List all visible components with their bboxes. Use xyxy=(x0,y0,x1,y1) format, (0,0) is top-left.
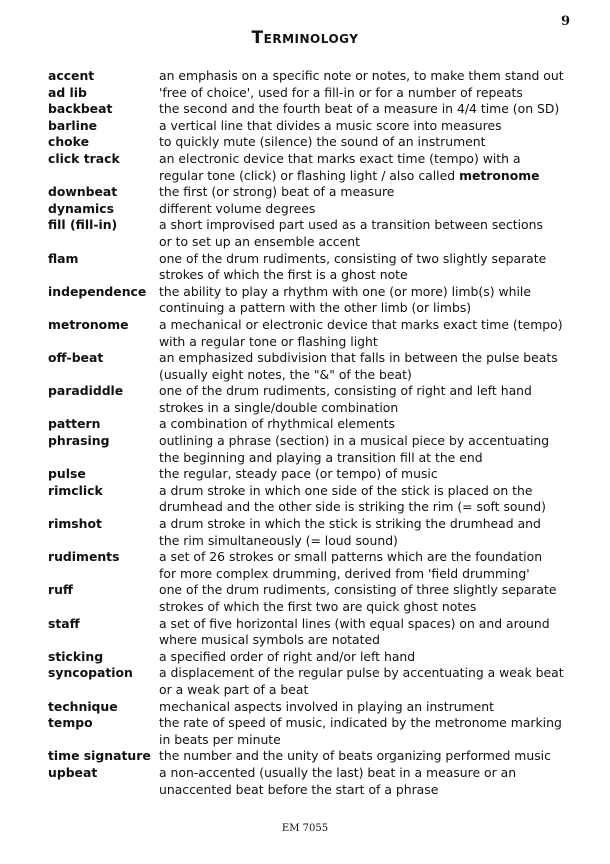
glossary-entry xyxy=(48,134,588,151)
definition-line xyxy=(159,765,588,782)
glossary-definition xyxy=(159,68,588,85)
definition-text: a specified order of right and/or left hand xyxy=(159,648,416,664)
definition-line xyxy=(159,334,588,351)
glossary-term: pattern xyxy=(48,416,101,432)
definition-text: a drum stroke in which one side of the stick is placed on the xyxy=(159,482,533,498)
glossary-term: rimclick xyxy=(48,482,103,498)
definition-line xyxy=(159,284,588,301)
glossary-entry xyxy=(48,765,588,798)
glossary-definition xyxy=(159,483,588,516)
glossary-definition xyxy=(159,748,588,765)
definition-line xyxy=(159,267,588,284)
glossary-definition xyxy=(159,582,588,615)
glossary-entry xyxy=(48,715,588,748)
glossary-term: metronome xyxy=(48,316,129,332)
definition-line xyxy=(159,782,588,799)
definition-text: drumhead and the other side is striking the rim (= soft sound) xyxy=(159,499,546,515)
glossary-definition xyxy=(159,134,588,151)
definition-line xyxy=(159,665,588,682)
glossary-entry xyxy=(48,201,588,218)
definition-line xyxy=(159,201,588,218)
definition-text: a set of 26 strokes or small patterns which are the foundation xyxy=(159,549,543,565)
glossary-definition xyxy=(159,765,588,798)
definition-text: (usually eight notes, the "&" of the beat) xyxy=(159,366,412,382)
definition-text: the rim simultaneously (= loud sound) xyxy=(159,532,398,548)
glossary-entry xyxy=(48,217,588,250)
definition-line xyxy=(159,632,588,649)
glossary-definition xyxy=(159,251,588,284)
glossary-definition xyxy=(159,350,588,383)
definition-line xyxy=(159,499,588,516)
glossary-entry xyxy=(48,85,588,102)
definition-line xyxy=(159,317,588,334)
glossary-entry xyxy=(48,649,588,666)
definition-line xyxy=(159,234,588,251)
glossary-definition xyxy=(159,549,588,582)
definition-text: an emphasis on a specific note or notes, to make them stand out xyxy=(159,68,564,83)
glossary-term: downbeat xyxy=(48,184,118,200)
definition-text: a combination of rhythmical elements xyxy=(159,416,395,432)
glossary-entry xyxy=(48,416,588,433)
definition-text: outlining a phrase (section) in a musical piece by accentuating xyxy=(159,433,550,449)
glossary-term: tempo xyxy=(48,715,93,731)
glossary-term: time signature xyxy=(48,748,151,764)
glossary-definition xyxy=(159,184,588,201)
glossary-definition xyxy=(159,665,588,698)
definition-text: the ability to play a rhythm with one (or more) limb(s) while xyxy=(159,283,531,299)
glossary-entry xyxy=(48,483,588,516)
definition-line xyxy=(159,101,588,118)
definition-text: the first (or strong) beat of a measure xyxy=(159,184,395,200)
definition-line xyxy=(159,367,588,384)
glossary-entry xyxy=(48,184,588,201)
definition-text: for more complex drumming, derived from 'field drumming' xyxy=(159,565,530,581)
definition-text: a mechanical or electronic device that marks exact time (tempo) xyxy=(159,316,563,332)
definition-text: a short improvised part used as a transition between sections xyxy=(159,217,543,233)
glossary-entry xyxy=(48,350,588,383)
definition-text: or to set up an ensemble accent xyxy=(159,233,360,249)
glossary-definition xyxy=(159,416,588,433)
glossary xyxy=(48,68,588,798)
glossary-definition xyxy=(159,151,588,184)
definition-text: a vertical line that divides a music score into measures xyxy=(159,117,502,133)
glossary-term: syncopation xyxy=(48,665,133,681)
glossary-term: pulse xyxy=(48,466,86,482)
definition-text: strokes of which the first is a ghost note xyxy=(159,267,408,283)
definition-line xyxy=(159,699,588,716)
definition-text: the second and the fourth beat of a measure in 4/4 time (on SD) xyxy=(159,101,560,117)
definition-line xyxy=(159,649,588,666)
glossary-definition xyxy=(159,217,588,250)
glossary-entry xyxy=(48,748,588,765)
glossary-term: ad lib xyxy=(48,84,87,100)
definition-line xyxy=(159,450,588,467)
glossary-definition xyxy=(159,616,588,649)
definition-text: one of the drum rudiments, consisting of two slightly separate xyxy=(159,250,547,266)
glossary-term: fill (fill-in) xyxy=(48,217,118,233)
definition-text: an electronic device that marks exact time (tempo) with a xyxy=(159,150,521,166)
glossary-definition xyxy=(159,284,588,317)
definition-line xyxy=(159,68,588,85)
definition-line xyxy=(159,599,588,616)
footer-code: EM 7055 xyxy=(281,823,329,834)
glossary-definition xyxy=(159,715,588,748)
definition-text: one of the drum rudiments, consisting of three slightly separate xyxy=(159,582,557,598)
glossary-term: independence xyxy=(48,283,147,299)
definition-line xyxy=(159,566,588,583)
glossary-definition xyxy=(159,317,588,350)
definition-emphasis: metronome xyxy=(459,167,540,183)
definition-line xyxy=(159,217,588,234)
glossary-term: flam xyxy=(48,250,79,266)
glossary-entry xyxy=(48,699,588,716)
definition-text: the beginning and playing a transition fill at the end xyxy=(159,449,483,465)
definition-text: regular tone (click) or flashing light / also called xyxy=(159,167,456,183)
glossary-term: rimshot xyxy=(48,516,102,532)
glossary-term: rudiments xyxy=(48,549,120,565)
glossary-term: choke xyxy=(48,134,89,150)
definition-text: the number and the unity of beats organizing performed music xyxy=(159,748,551,764)
definition-text: continuing a pattern with the other limb (or limbs) xyxy=(159,300,472,316)
glossary-entry xyxy=(48,582,588,615)
definition-line xyxy=(159,516,588,533)
definition-text: strokes of which the first two are quick ghost notes xyxy=(159,599,477,614)
definition-line xyxy=(159,118,588,135)
glossary-definition xyxy=(159,516,588,549)
glossary-term: accent xyxy=(48,68,95,83)
glossary-definition xyxy=(159,699,588,716)
definition-line xyxy=(159,433,588,450)
glossary-term: click track xyxy=(48,150,120,166)
definition-line xyxy=(159,748,588,765)
glossary-term: paradiddle xyxy=(48,383,124,399)
definition-text: 'free of choice', used for a fill-in or for a number of repeats xyxy=(159,84,523,100)
glossary-entry xyxy=(48,516,588,549)
page-title: Terminology xyxy=(251,28,359,48)
definition-text: an emphasized subdivision that falls in between the pulse beats xyxy=(159,350,558,366)
glossary-entry xyxy=(48,68,588,85)
definition-text: or a weak part of a beat xyxy=(159,681,309,697)
glossary-term: backbeat xyxy=(48,101,113,117)
definition-line xyxy=(159,300,588,317)
definition-line xyxy=(159,533,588,550)
definition-line xyxy=(159,483,588,500)
glossary-entry xyxy=(48,433,588,466)
definition-text: where musical symbols are notated xyxy=(159,632,380,648)
definition-text: a non-accented (usually the last) beat in a measure or an xyxy=(159,764,517,780)
glossary-definition xyxy=(159,101,588,118)
definition-line xyxy=(159,466,588,483)
glossary-term: barline xyxy=(48,117,98,133)
definition-line xyxy=(159,251,588,268)
glossary-definition xyxy=(159,118,588,135)
glossary-entry xyxy=(48,284,588,317)
definition-line xyxy=(159,616,588,633)
page-number: 9 xyxy=(561,14,571,29)
glossary-entry xyxy=(48,101,588,118)
definition-text: unaccented beat before the start of a phrase xyxy=(159,781,439,797)
definition-line xyxy=(159,682,588,699)
definition-text: strokes in a single/double combination xyxy=(159,399,399,415)
glossary-term: ruff xyxy=(48,582,73,598)
definition-text: to quickly mute (silence) the sound of an instrument xyxy=(159,134,486,150)
definition-line xyxy=(159,350,588,367)
glossary-entry xyxy=(48,549,588,582)
definition-text: different volume degrees xyxy=(159,200,316,216)
glossary-term: upbeat xyxy=(48,764,98,780)
glossary-term: staff xyxy=(48,615,80,631)
glossary-entry xyxy=(48,151,588,184)
glossary-entry xyxy=(48,118,588,135)
glossary-definition xyxy=(159,466,588,483)
glossary-entry xyxy=(48,317,588,350)
glossary-definition xyxy=(159,433,588,466)
glossary-definition xyxy=(159,383,588,416)
definition-line xyxy=(159,151,588,168)
glossary-entry xyxy=(48,383,588,416)
definition-text: one of the drum rudiments, consisting of right and left hand xyxy=(159,383,532,399)
glossary-term: phrasing xyxy=(48,433,110,449)
definition-text: the regular, steady pace (or tempo) of music xyxy=(159,466,438,482)
glossary-term: dynamics xyxy=(48,200,115,216)
definition-text: mechanical aspects involved in playing an instrument xyxy=(159,698,494,714)
definition-line xyxy=(159,400,588,417)
definition-text: with a regular tone or flashing light xyxy=(159,333,378,349)
glossary-term: sticking xyxy=(48,648,104,664)
definition-text: a drum stroke in which the stick is striking the drumhead and xyxy=(159,516,541,532)
glossary-definition xyxy=(159,649,588,666)
definition-text: a set of five horizontal lines (with equal spaces) on and around xyxy=(159,615,550,631)
definition-line xyxy=(159,549,588,566)
definition-line xyxy=(159,715,588,732)
definition-text: in beats per minute xyxy=(159,731,281,747)
definition-line xyxy=(159,85,588,102)
definition-text: the rate of speed of music, indicated by the metronome marking xyxy=(159,715,562,731)
glossary-entry xyxy=(48,251,588,284)
glossary-entry xyxy=(48,665,588,698)
definition-line xyxy=(159,134,588,151)
glossary-term: off-beat xyxy=(48,350,104,366)
definition-line xyxy=(159,732,588,749)
glossary-definition xyxy=(159,85,588,102)
definition-line xyxy=(159,184,588,201)
definition-line xyxy=(159,416,588,433)
glossary-term: technique xyxy=(48,698,118,714)
definition-line xyxy=(159,168,588,185)
definition-line xyxy=(159,582,588,599)
glossary-entry xyxy=(48,616,588,649)
glossary-entry xyxy=(48,466,588,483)
definition-line xyxy=(159,383,588,400)
glossary-definition xyxy=(159,201,588,218)
definition-text: a displacement of the regular pulse by accentuating a weak beat xyxy=(159,665,564,681)
